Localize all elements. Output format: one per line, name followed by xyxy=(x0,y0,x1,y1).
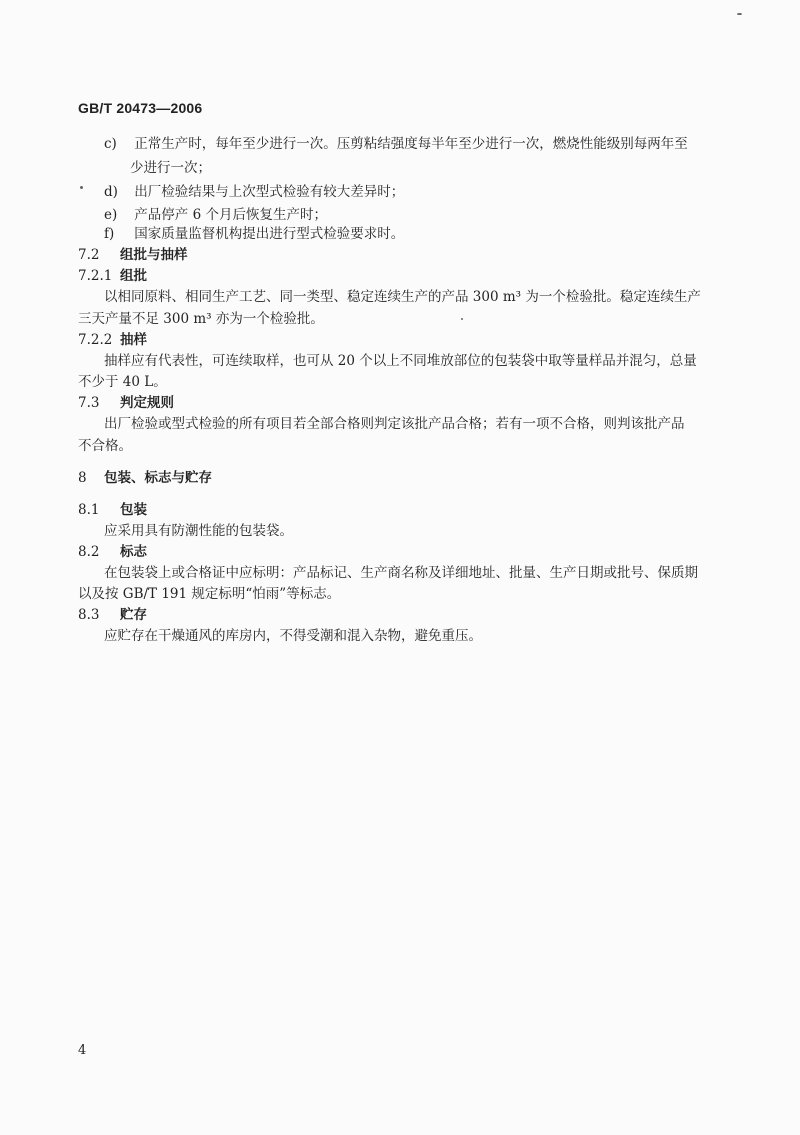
item-text: 出厂检验结果与上次型式检验有较大差异时； xyxy=(134,184,405,200)
section-number: 8.3 xyxy=(78,607,100,623)
section-title: 组批与抽样 xyxy=(120,247,188,263)
list-item-f xyxy=(104,224,404,244)
paragraph-8-3: 应贮存在干燥通风的库房内，不得受潮和混入杂物，避免重压。 xyxy=(104,628,482,644)
scan-speck xyxy=(80,186,83,189)
section-8-2-heading xyxy=(78,542,147,562)
section-title: 判定规则 xyxy=(120,395,174,411)
item-label: e) xyxy=(104,207,118,223)
paragraph-7-3-line1: 出厂检验或型式检验的所有项目若全部合格则判定该批产品合格；若有一项不合格，则判该批产品 xyxy=(104,416,685,432)
list-item-e xyxy=(104,205,327,225)
standard-code: GB/T 20473—2006 xyxy=(78,100,203,116)
section-title: 包装 xyxy=(120,502,147,518)
paragraph-8-1: 应采用具有防潮性能的包装袋。 xyxy=(104,523,293,539)
paragraph-7-3-line2: 不合格。 xyxy=(78,438,132,454)
item-label: c) xyxy=(104,136,117,152)
paragraph-7-2-1-line2: 三天产量不足 300 m³ 亦为一个检验批。 xyxy=(78,311,324,327)
list-item-c-continuation: 少进行一次； xyxy=(130,160,211,176)
section-number: 8 xyxy=(78,470,87,486)
section-8-1-heading xyxy=(78,500,147,520)
paragraph-7-2-1-line1: 以相同原料、相同生产工艺、同一类型、稳定连续生产的产品 300 m³ 为一个检验批。稳定连续生产 xyxy=(104,289,701,305)
section-7-3-heading xyxy=(78,393,174,413)
item-text: 国家质量监督机构提出进行型式检验要求时。 xyxy=(134,226,405,242)
section-title: 标志 xyxy=(120,544,147,560)
paragraph-7-2-2-line1: 抽样应有代表性，可连续取样，也可从 20 个以上不同堆放部位的包装袋中取等量样品并混匀，总量 xyxy=(104,353,697,369)
item-text: 产品停产 6 个月后恢复生产时； xyxy=(134,207,327,223)
section-number: 8.1 xyxy=(78,502,100,518)
page-number: 4 xyxy=(78,1043,87,1058)
scan-speck xyxy=(737,13,742,15)
paragraph-7-2-2-line2: 不少于 40 L。 xyxy=(78,374,167,390)
section-7-2-2-heading xyxy=(78,330,147,350)
section-title: 组批 xyxy=(120,268,147,284)
item-label: d) xyxy=(104,184,118,200)
section-title: 抽样 xyxy=(120,332,147,348)
item-text: 正常生产时，每年至少进行一次。压剪粘结强度每半年至少进行一次，燃烧性能级别每两年至 xyxy=(134,136,688,152)
section-number: 7.2.1 xyxy=(78,268,113,284)
scan-speck xyxy=(461,318,463,320)
section-8-3-heading xyxy=(78,605,147,625)
section-number: 8.2 xyxy=(78,544,100,560)
section-8-heading xyxy=(78,468,212,488)
section-number: 7.3 xyxy=(78,395,100,411)
section-7-2-heading xyxy=(78,245,188,265)
section-number: 7.2.2 xyxy=(78,332,113,348)
list-item-c xyxy=(104,134,688,154)
list-item-d xyxy=(104,182,404,202)
item-label: f) xyxy=(104,226,115,242)
paragraph-8-2-line2: 以及按 GB/T 191 规定标明“怕雨”等标志。 xyxy=(78,586,341,602)
section-title: 包装、标志与贮存 xyxy=(104,470,212,486)
paragraph-8-2-line1: 在包装袋上或合格证中应标明：产品标记、生产商名称及详细地址、批量、生产日期或批号、保质期 xyxy=(104,565,698,581)
section-7-2-1-heading xyxy=(78,266,147,286)
section-number: 7.2 xyxy=(78,247,100,263)
section-title: 贮存 xyxy=(120,607,147,623)
